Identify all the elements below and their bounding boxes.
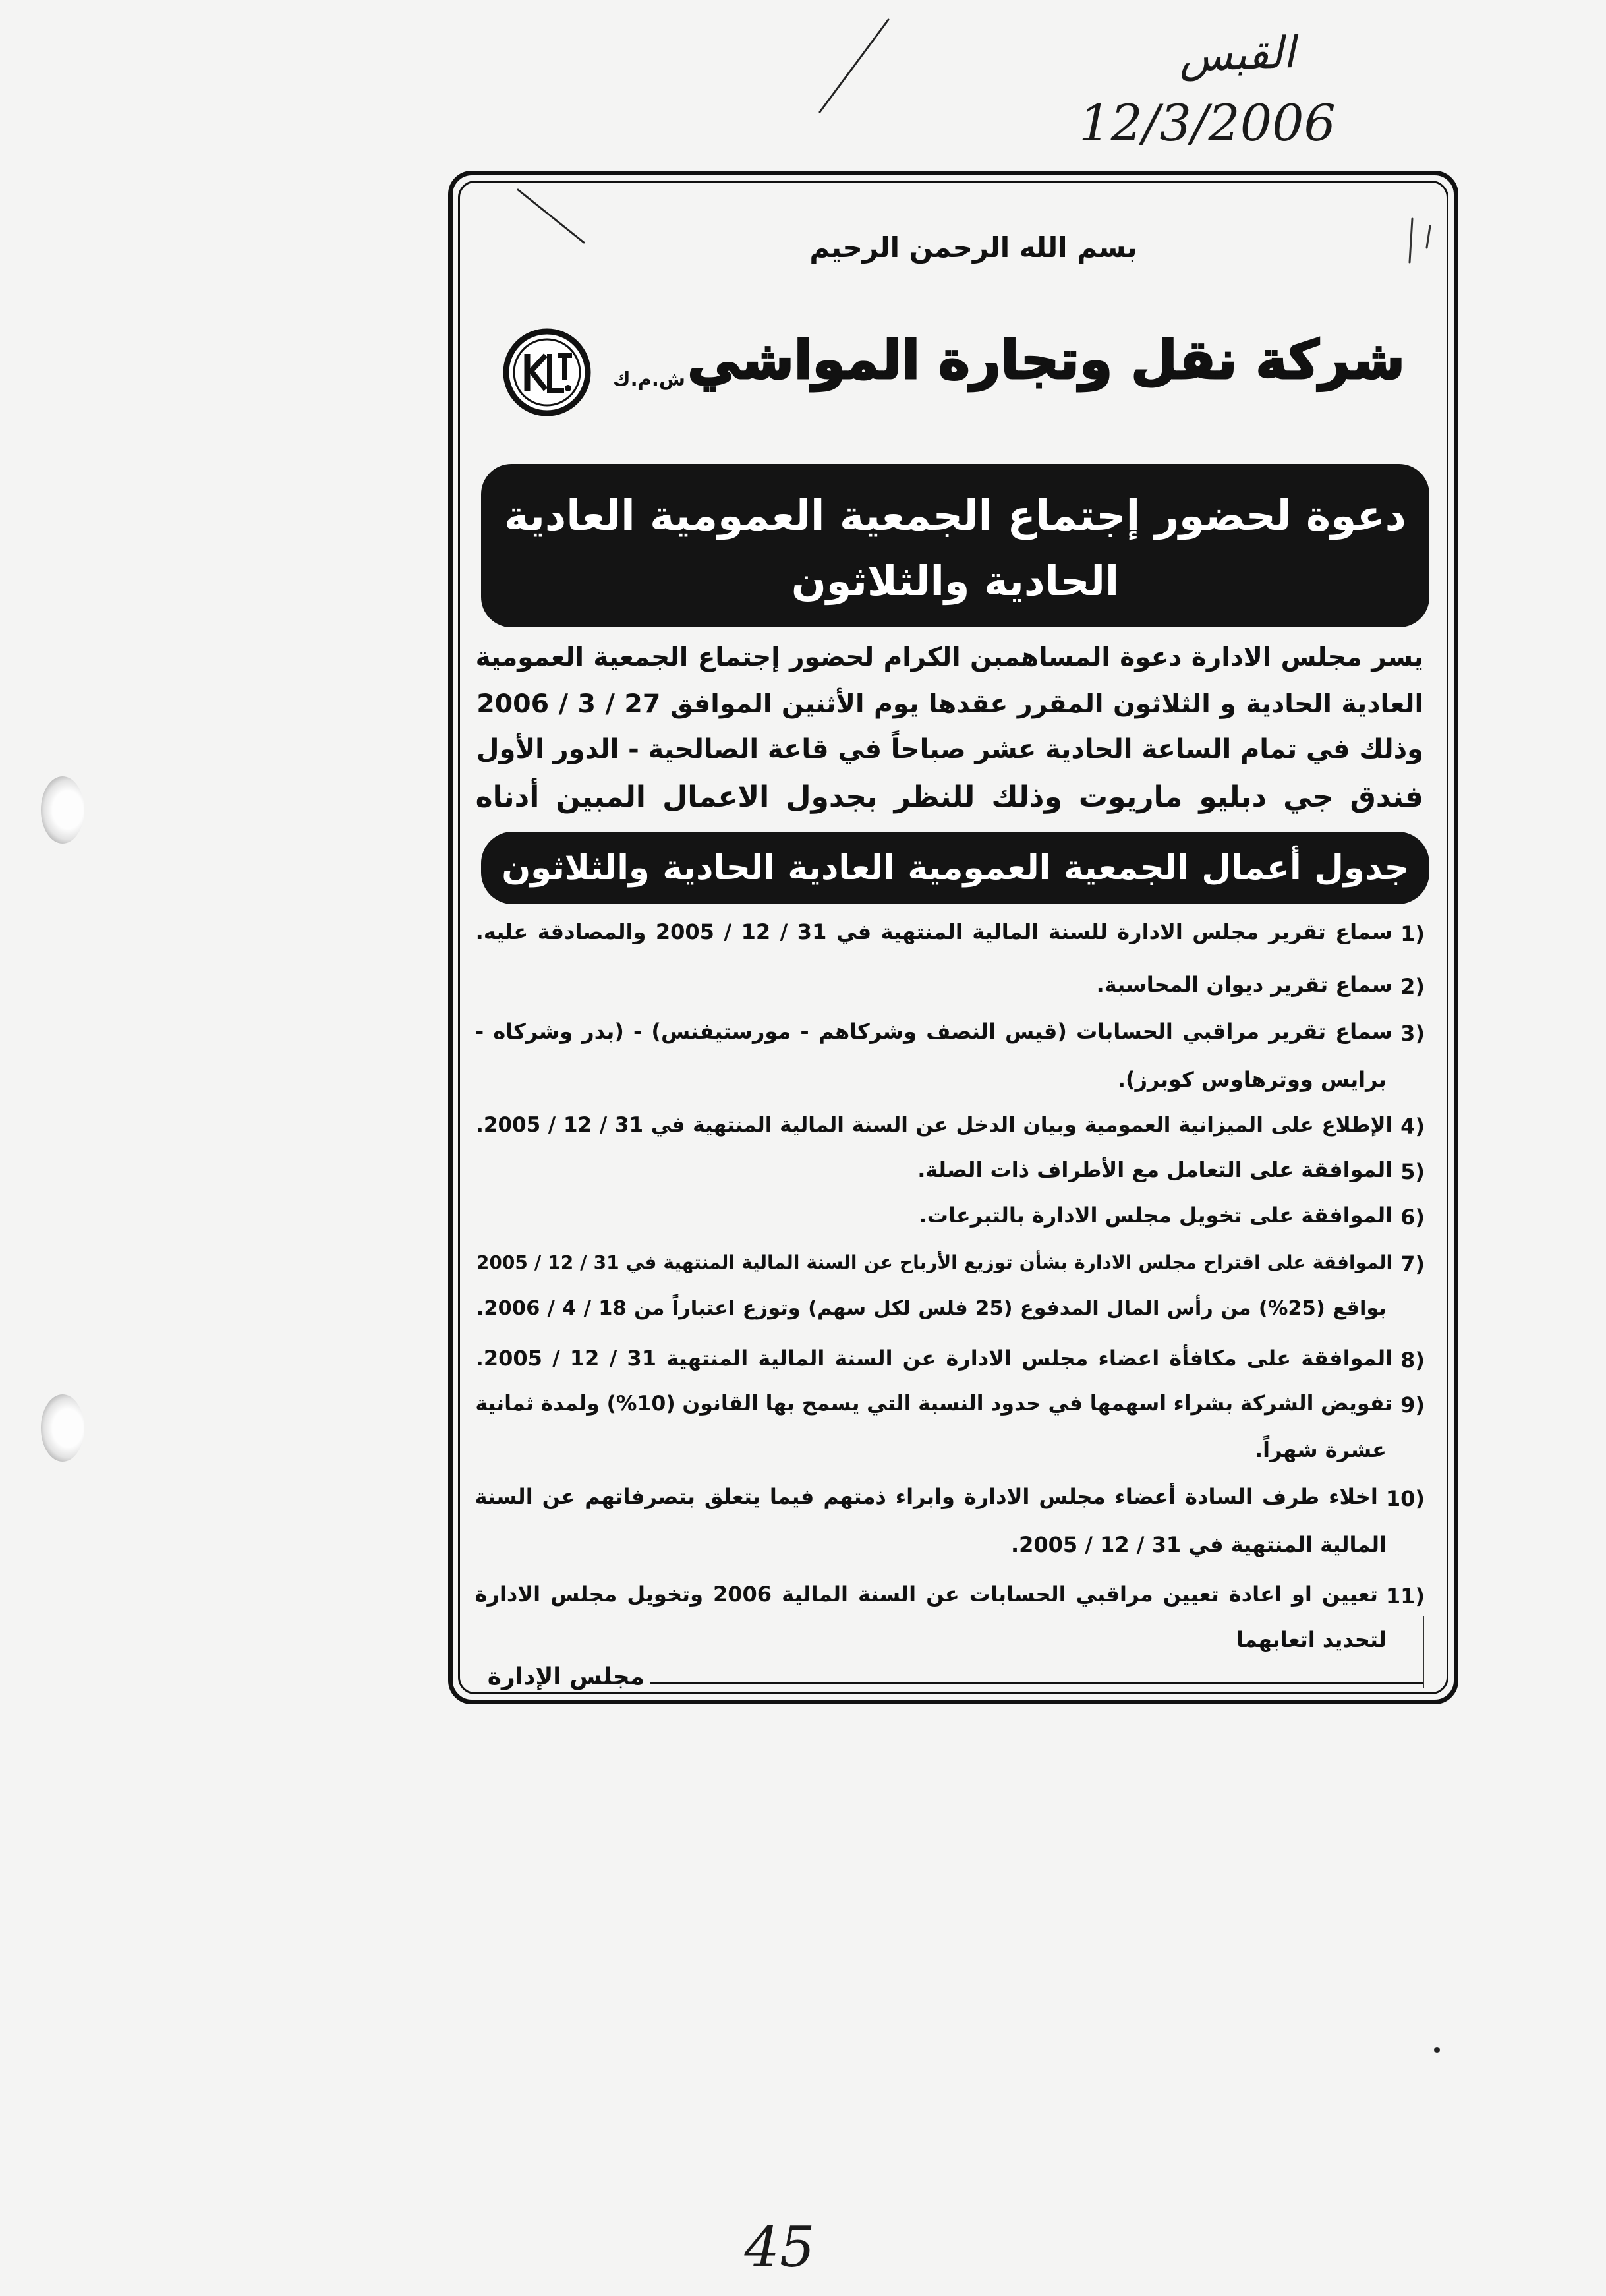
handwritten-date: 12/3/2006 <box>1079 94 1336 152</box>
agenda-item-text-line <box>472 1290 1387 1330</box>
company-logo <box>502 328 592 417</box>
agenda-item-number: 2) <box>1400 974 1425 999</box>
agenda-item-text: بواقع (25%) من رأس المال المدفوع (25 فلس لكل سهم) وتوزع اعتباراً من 18 / 4 / 2006. <box>476 1297 1387 1320</box>
agenda-item-9 <box>472 1387 1425 1423</box>
agenda-item-number: 3) <box>1400 1021 1425 1046</box>
invitation-title-banner <box>481 464 1429 627</box>
agenda-item-3 <box>472 1015 1425 1052</box>
invitation-body-line: يسر مجلس الادارة دعوة المساهمبن الكرام لحضور إجتماع الجمعية العمومية <box>475 643 1423 672</box>
agenda-item-text-line <box>472 1385 1392 1425</box>
agenda-item-text-line <box>472 966 1392 1007</box>
agenda-title: جدول أعمال الجمعية العمومية العادية الحادية والثلاثون <box>502 848 1409 888</box>
ink-dot <box>1434 2047 1440 2053</box>
agenda-item-text: برايس ووترهاوس كوبرز). <box>1117 1067 1387 1092</box>
agenda-item-1 <box>472 915 1425 952</box>
agenda-item-text-line <box>472 1478 1378 1519</box>
agenda-item-7 <box>472 1246 1425 1282</box>
company-type: ش.م.ك <box>613 368 685 390</box>
agenda-item-number: 9) <box>1400 1392 1425 1418</box>
agenda-item-text-line <box>472 1061 1387 1102</box>
agenda-item-text-line <box>472 1431 1387 1472</box>
invitation-body-line: العادية الحادية و الثلاثون المقرر عقدها يوم الأثنين الموافق 27 / 3 / 2006 <box>476 689 1423 719</box>
agenda-item-text-line <box>472 1197 1392 1238</box>
agenda-item-text: سماع تقرير مراقبي الحسابات (قيس النصف وشركاهم - مورستيفنس) - (بدر وشركاه - <box>474 1019 1393 1044</box>
agenda-item-number: 10) <box>1385 1486 1425 1511</box>
company-name: شركة نقل وتجارة المواشي <box>687 330 1405 391</box>
agenda-item-text: الموافقة على مكافأة اعضاء مجلس الادارة عن السنة المالية المنتهية 31 / 12 / 2005. <box>475 1346 1393 1371</box>
agenda-item-number: 5) <box>1400 1159 1425 1184</box>
agenda-item-text: عشرة شهراً. <box>1255 1437 1387 1462</box>
agenda-item-text: الموافقة على اقتراح مجلس الادارة بشأن توزيع الأرباح عن السنة المالية المنتهية في 31 / 12 / 2005 <box>476 1251 1393 1273</box>
handwritten-page-number: 45 <box>744 2215 815 2280</box>
agenda-item-text: الإطلاع على الميزانية العمومية وبيان الدخل عن السنة المالية المنتهية في 31 / 12 / 2005. <box>476 1112 1393 1137</box>
pen-slash <box>820 20 888 112</box>
agenda-item-text-line <box>472 1013 1392 1054</box>
agenda-item-number: 11) <box>1385 1584 1425 1609</box>
agenda-item-text: تعيين او اعادة تعيين مراقبي الحسابات عن السنة المالية 2006 وتخويل مجلس الادارة <box>474 1582 1378 1607</box>
agenda-item-8 <box>472 1342 1425 1379</box>
agenda-item-6 <box>472 1199 1425 1236</box>
agenda-title-banner <box>481 832 1429 904</box>
invitation-title-line1: دعوة لحضور إجتماع الجمعية العمومية العادية <box>504 492 1406 540</box>
invitation-body-line: فندق جي دبليو ماريوت وذلك للنظر بجدول الاعمال المبين أدناه <box>475 780 1423 814</box>
agenda-item-text-line <box>472 1106 1392 1147</box>
agenda-item-9-continued <box>472 1433 1425 1470</box>
agenda-item-text-line <box>472 1526 1387 1567</box>
agenda-item-text: سماع تقرير ديوان المحاسبة. <box>1096 972 1393 997</box>
signature-rule <box>650 1682 1423 1684</box>
agenda-item-11-continued <box>472 1623 1425 1660</box>
agenda-item-2 <box>472 968 1425 1005</box>
agenda-item-text: الموافقة على تخويل مجلس الادارة بالتبرعات. <box>919 1203 1393 1228</box>
agenda-item-10 <box>472 1480 1425 1517</box>
agenda-item-text-line <box>472 1151 1392 1192</box>
agenda-item-number: 1) <box>1400 921 1425 946</box>
punch-hole <box>41 1394 84 1462</box>
agenda-item-text-line <box>472 913 1392 954</box>
agenda-item-5 <box>472 1153 1425 1190</box>
agenda-item-text: المالية المنتهية في 31 / 12 / 2005. <box>1010 1532 1387 1557</box>
agenda-item-text-line <box>472 1576 1378 1617</box>
agenda-item-text-line <box>472 1244 1392 1284</box>
punch-hole <box>41 776 84 844</box>
agenda-item-number: 7) <box>1400 1251 1425 1277</box>
agenda-item-text: الموافقة على التعامل مع الأطراف ذات الصلة. <box>917 1157 1393 1182</box>
invitation-body-line: وذلك في تمام الساعة الحادية عشر صباحاً في قاعة الصالحية - الدور الأول <box>476 734 1423 764</box>
handwritten-newspaper-name: القبس <box>1178 26 1296 82</box>
agenda-item-number: 8) <box>1400 1348 1425 1373</box>
basmala: بسم الله الرحمن الرحيم <box>809 231 1137 264</box>
agenda-item-text: تفويض الشركة بشراء اسهمها في حدود النسبة التي يسمح بها القانون (10%) ولمدة ثمانية <box>475 1391 1393 1416</box>
agenda-item-number: 4) <box>1400 1114 1425 1139</box>
agenda-item-text: لتحديد اتعابهما <box>1236 1627 1387 1652</box>
agenda-item-7-continued <box>472 1292 1425 1329</box>
agenda-item-text: سماع تقرير مجلس الادارة للسنة المالية المنتهية في 31 / 12 / 2005 والمصادقة عليه. <box>475 919 1393 944</box>
agenda-item-text-line <box>472 1340 1392 1381</box>
agenda-item-10-continued <box>472 1528 1425 1565</box>
company-monogram-icon <box>502 328 592 417</box>
agenda-item-text: اخلاء طرف السادة أعضاء مجلس الادارة وابراء ذمتهم فيما يتعلق بتصرفاتهم عن السنة <box>474 1484 1378 1509</box>
agenda-item-4 <box>472 1108 1425 1145</box>
board-signature: مجلس الإدارة <box>487 1663 645 1690</box>
agenda-item-3-continued <box>472 1063 1425 1100</box>
agenda-item-11 <box>472 1578 1425 1615</box>
agenda-item-number: 6) <box>1400 1205 1425 1230</box>
invitation-title-line2: الحادية والثلاثون <box>791 557 1120 605</box>
agenda-item-text-line <box>472 1621 1387 1662</box>
